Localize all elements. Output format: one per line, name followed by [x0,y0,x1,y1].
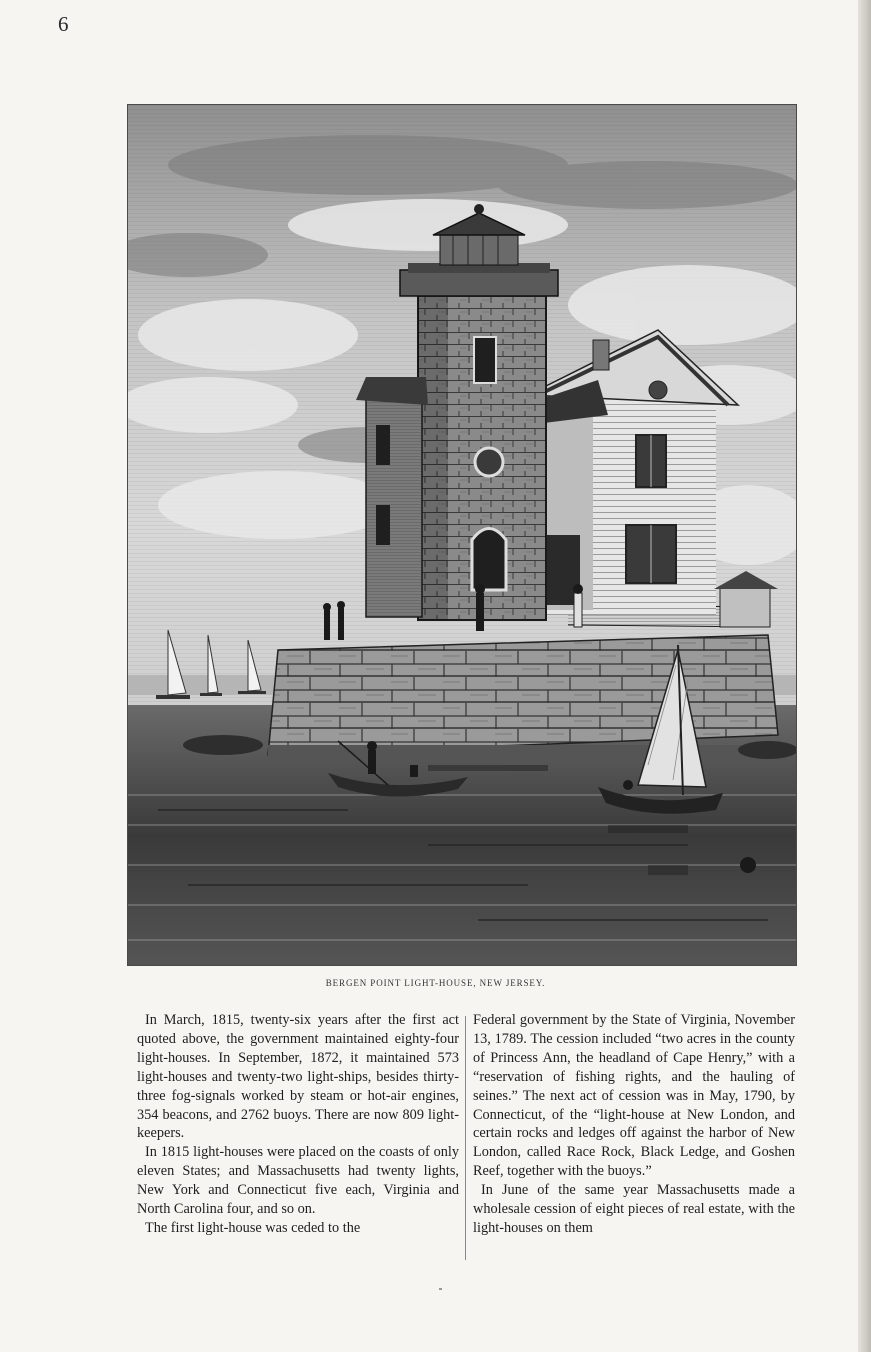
column-divider [465,1016,466,1260]
page-mark [439,1288,442,1290]
page-number: 6 [58,12,69,36]
lighthouse-engraving [127,104,797,966]
figure-caption: BERGEN POINT LIGHT-HOUSE, NEW JERSEY. [325,978,546,988]
page-edge [858,0,871,1352]
text-column-left [137,1011,459,1238]
paragraph: In 1815 light-houses were placed on the coasts of only eleven States; and Massachusetts had twenty lights, New York and Connecticut five each, Virginia and North Carolina four, and so on. [137,1144,459,1218]
paragraph: Federal government by the State of Virginia, November 13, 1789. The cession included “two acres in the county of Princess Ann, the headland of Cape Henry,” with a “reservation of fishing rights, and the hauling of seines.” The next act of cession was in May, 1790, by Connecticut, of the “light-house at New London, and certain rocks and ledges off against the harbor of New London, called Race Rock, Black Ledge, and Goshen Reef, together with the buoys.” [473,1012,795,1180]
paragraph: In June of the same year Massachusetts made a wholesale cession of eight pieces of real estate, with the light-houses on them [473,1182,795,1236]
paragraph: The first light-house was ceded to the [145,1219,361,1236]
paragraph: In March, 1815, twenty-six years after the first act quoted above, the government maintained eighty-four light-houses. In September, 1872, it maintained 573 light-houses and twenty-two light-ships, besides thirty-three fog-signals worked by steam or hot-air engines, 354 beacons, and 2762 buoys. There are now 809 light-keepers. [137,1012,459,1142]
text-column-right [473,1011,795,1238]
